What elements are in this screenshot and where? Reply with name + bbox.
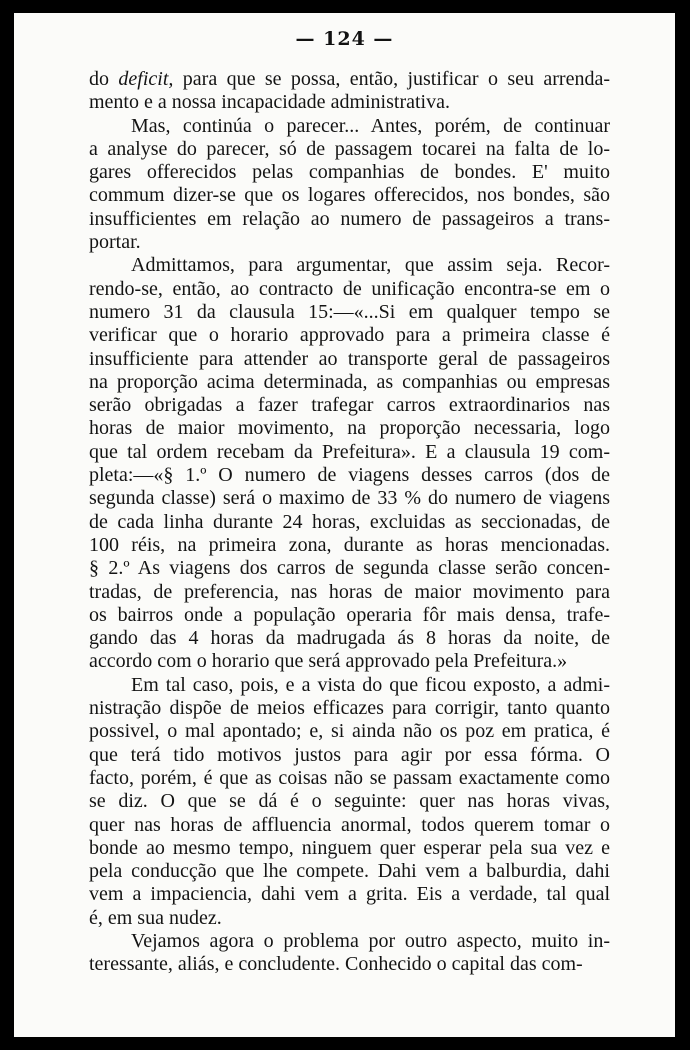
text-line: 100 réis, na primeira zona, durante as horas mencionadas. bbox=[89, 533, 610, 556]
text-line: possivel, o mal apontado; e, si ainda não os poz em pratica, é bbox=[89, 720, 610, 743]
text-line bbox=[89, 91, 610, 114]
text-line: pleta:—«§ 1.º O numero de viagens desses carros (dos de bbox=[89, 464, 610, 487]
text-line: horas de maior movimento, na proporção necessaria, logo bbox=[89, 417, 610, 440]
paragraph bbox=[89, 115, 610, 255]
text-line: é, em sua nudez. bbox=[89, 906, 222, 929]
text-line: os bairros onde a população operaria fôr mais densa, trafe- bbox=[89, 603, 610, 626]
text-line: Vejamos agora o problema por outro aspecto, muito in- bbox=[131, 929, 610, 952]
text-line: gares offerecidos pelas companhias de bondes. E' muito bbox=[89, 161, 610, 184]
italic-text: deficit, bbox=[118, 68, 174, 90]
text-run: mento e a nossa incapacidade administrativa. bbox=[89, 91, 450, 114]
text-run: do bbox=[89, 68, 119, 90]
text-line: insufficiente para attender ao transporte geral de passageiros bbox=[89, 347, 610, 370]
page-number: — 124 — bbox=[295, 28, 394, 50]
text-line: bonde ao mesmo tempo, ninguem quer esperar pela sua vez e bbox=[89, 836, 610, 859]
text-line: vem a impaciencia, dahi vem a grita. Eis a verdade, tal qual bbox=[89, 883, 610, 906]
text-line: na proporção acima determinada, as companhias ou empresas bbox=[89, 370, 610, 393]
text-line: facto, porém, é que as coisas não se passam exactamente como bbox=[89, 766, 610, 789]
paragraph bbox=[89, 930, 610, 977]
book-page bbox=[14, 13, 675, 1037]
text-run: para que se possa, então, justificar o seu arrenda- bbox=[173, 68, 611, 90]
paragraph bbox=[89, 254, 610, 673]
text-line: que tal ordem recebam da Prefeitura». E a clausula 19 com- bbox=[89, 440, 610, 463]
text-line: numero 31 da clausula 15:—«...Si em qualquer tempo se bbox=[89, 300, 610, 323]
text-line: § 2.º As viagens dos carros de segunda classe serão concen- bbox=[89, 557, 610, 580]
text-line: a analyse do parecer, só de passagem tocarei na falta de lo- bbox=[89, 137, 610, 160]
text-line: serão obrigadas a fazer trafegar carros extraordinarios nas bbox=[89, 394, 610, 417]
paragraph bbox=[89, 674, 610, 930]
text-line: gando das 4 horas da madrugada ás 8 horas da noite, de bbox=[89, 627, 610, 650]
text-line: Mas, continúa o parecer... Antes, porém, de continuar bbox=[131, 114, 610, 137]
text-line: portar. bbox=[89, 231, 141, 254]
text-line: accordo com o horario que será approvado pela Prefeitura.» bbox=[89, 650, 568, 673]
paragraph bbox=[89, 68, 610, 115]
text-line: quer nas horas de affluencia anormal, todos querem tomar o bbox=[89, 813, 610, 836]
text-line: rendo-se, então, ao contracto de unificação encontra-se em o bbox=[89, 277, 610, 300]
text-line: de cada linha durante 24 horas, excluidas as seccionadas, de bbox=[89, 510, 610, 533]
text-line: verificar que o horario approvado para a primeira classe é bbox=[89, 324, 610, 347]
text-line: Em tal caso, pois, e a vista do que ficou exposto, a admi- bbox=[131, 673, 610, 696]
text-line: commum dizer-se que os logares offerecidos, nos bondes, são bbox=[89, 184, 610, 207]
text-line: se diz. O que se dá é o seguinte: quer nas horas vivas, bbox=[89, 790, 610, 813]
text-line: tradas, de preferencia, nas horas de maior movimento para bbox=[89, 580, 610, 603]
text-line: Admittamos, para argumentar, que assim seja. Recor- bbox=[131, 254, 610, 277]
body-text bbox=[89, 68, 610, 977]
text-line: que terá tido motivos justos para agir por essa fórma. O bbox=[89, 743, 610, 766]
text-line: insufficientes em relação ao numero de passageiros a trans- bbox=[89, 207, 610, 230]
text-line: segunda classe) será o maximo de 33 % do numero de viagens bbox=[89, 487, 610, 510]
text-line: nistração dispõe de meios efficazes para corrigir, tanto quanto bbox=[89, 697, 610, 720]
text-line bbox=[89, 68, 610, 91]
text-line: teressante, aliás, e concludente. Conhecido o capital das com- bbox=[89, 953, 583, 976]
text-line: pela conducção que lhe compete. Dahi vem a balburdia, dahi bbox=[89, 860, 610, 883]
